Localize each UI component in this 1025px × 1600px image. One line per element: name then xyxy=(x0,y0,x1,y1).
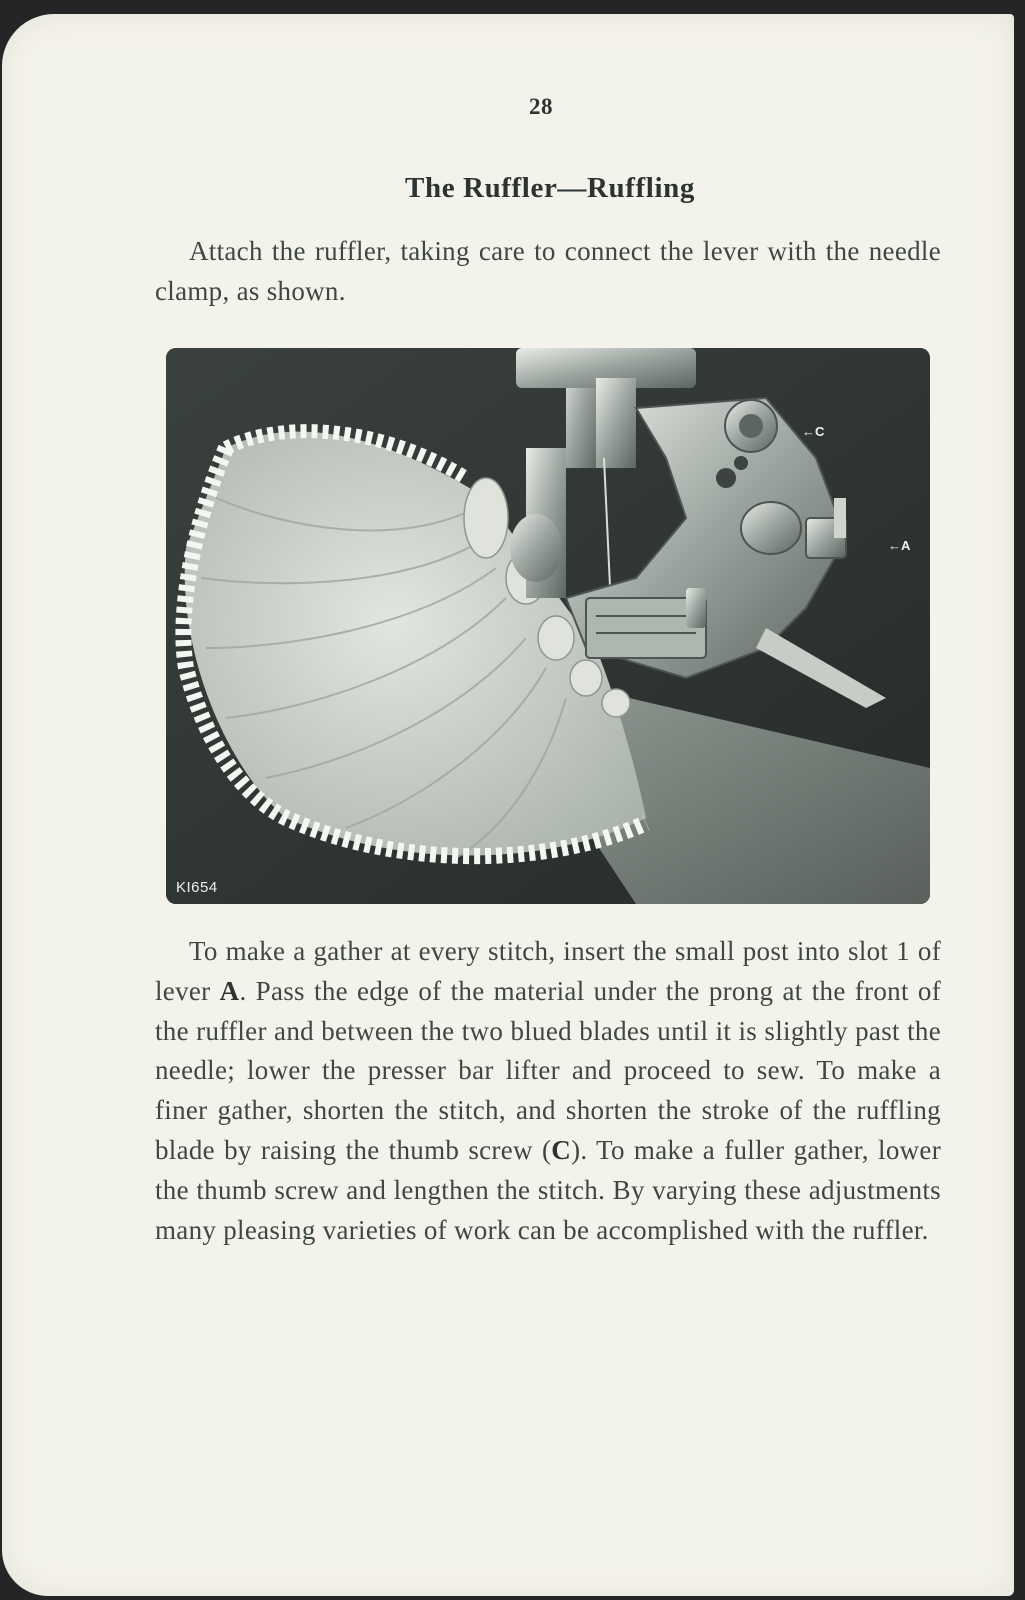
callout-c-label: ←C xyxy=(802,424,825,439)
instructions-paragraph xyxy=(155,932,941,1250)
instructions-part-3: ). To make a fuller gather, lower the thumb screw and lengthen the stitch. By varying these adjustments many pleasing varieties of work can be accomplished with the ruffler. xyxy=(155,1134,941,1245)
lever-letter: A xyxy=(219,975,240,1006)
ruffler-figure xyxy=(166,348,930,904)
callout-a-label: ←A xyxy=(888,538,911,553)
manual-page xyxy=(2,14,1014,1596)
page-number: 28 xyxy=(529,94,553,119)
instructions-part-1: To make a gather at every stitch, insert the small post into slot 1 of lever xyxy=(155,936,941,1006)
intro-paragraph: Attach the ruffler, taking care to connect the lever with the needle clamp, as shown. xyxy=(155,236,941,306)
figure-label: KI654 xyxy=(176,879,218,896)
instructions-part-2: . Pass the edge of the material under the prong at the front of the ruffler and between the two blued blades until it is slightly past the needle; lower the presser bar lifter and proceed to sew. To make a finer gather, shorten the stitch, and shorten the stroke of the ruffling blade by raising the thumb screw ( xyxy=(155,975,941,1165)
section-heading: The Ruffler—Ruffling xyxy=(405,172,695,204)
screw-letter: C xyxy=(551,1134,572,1165)
